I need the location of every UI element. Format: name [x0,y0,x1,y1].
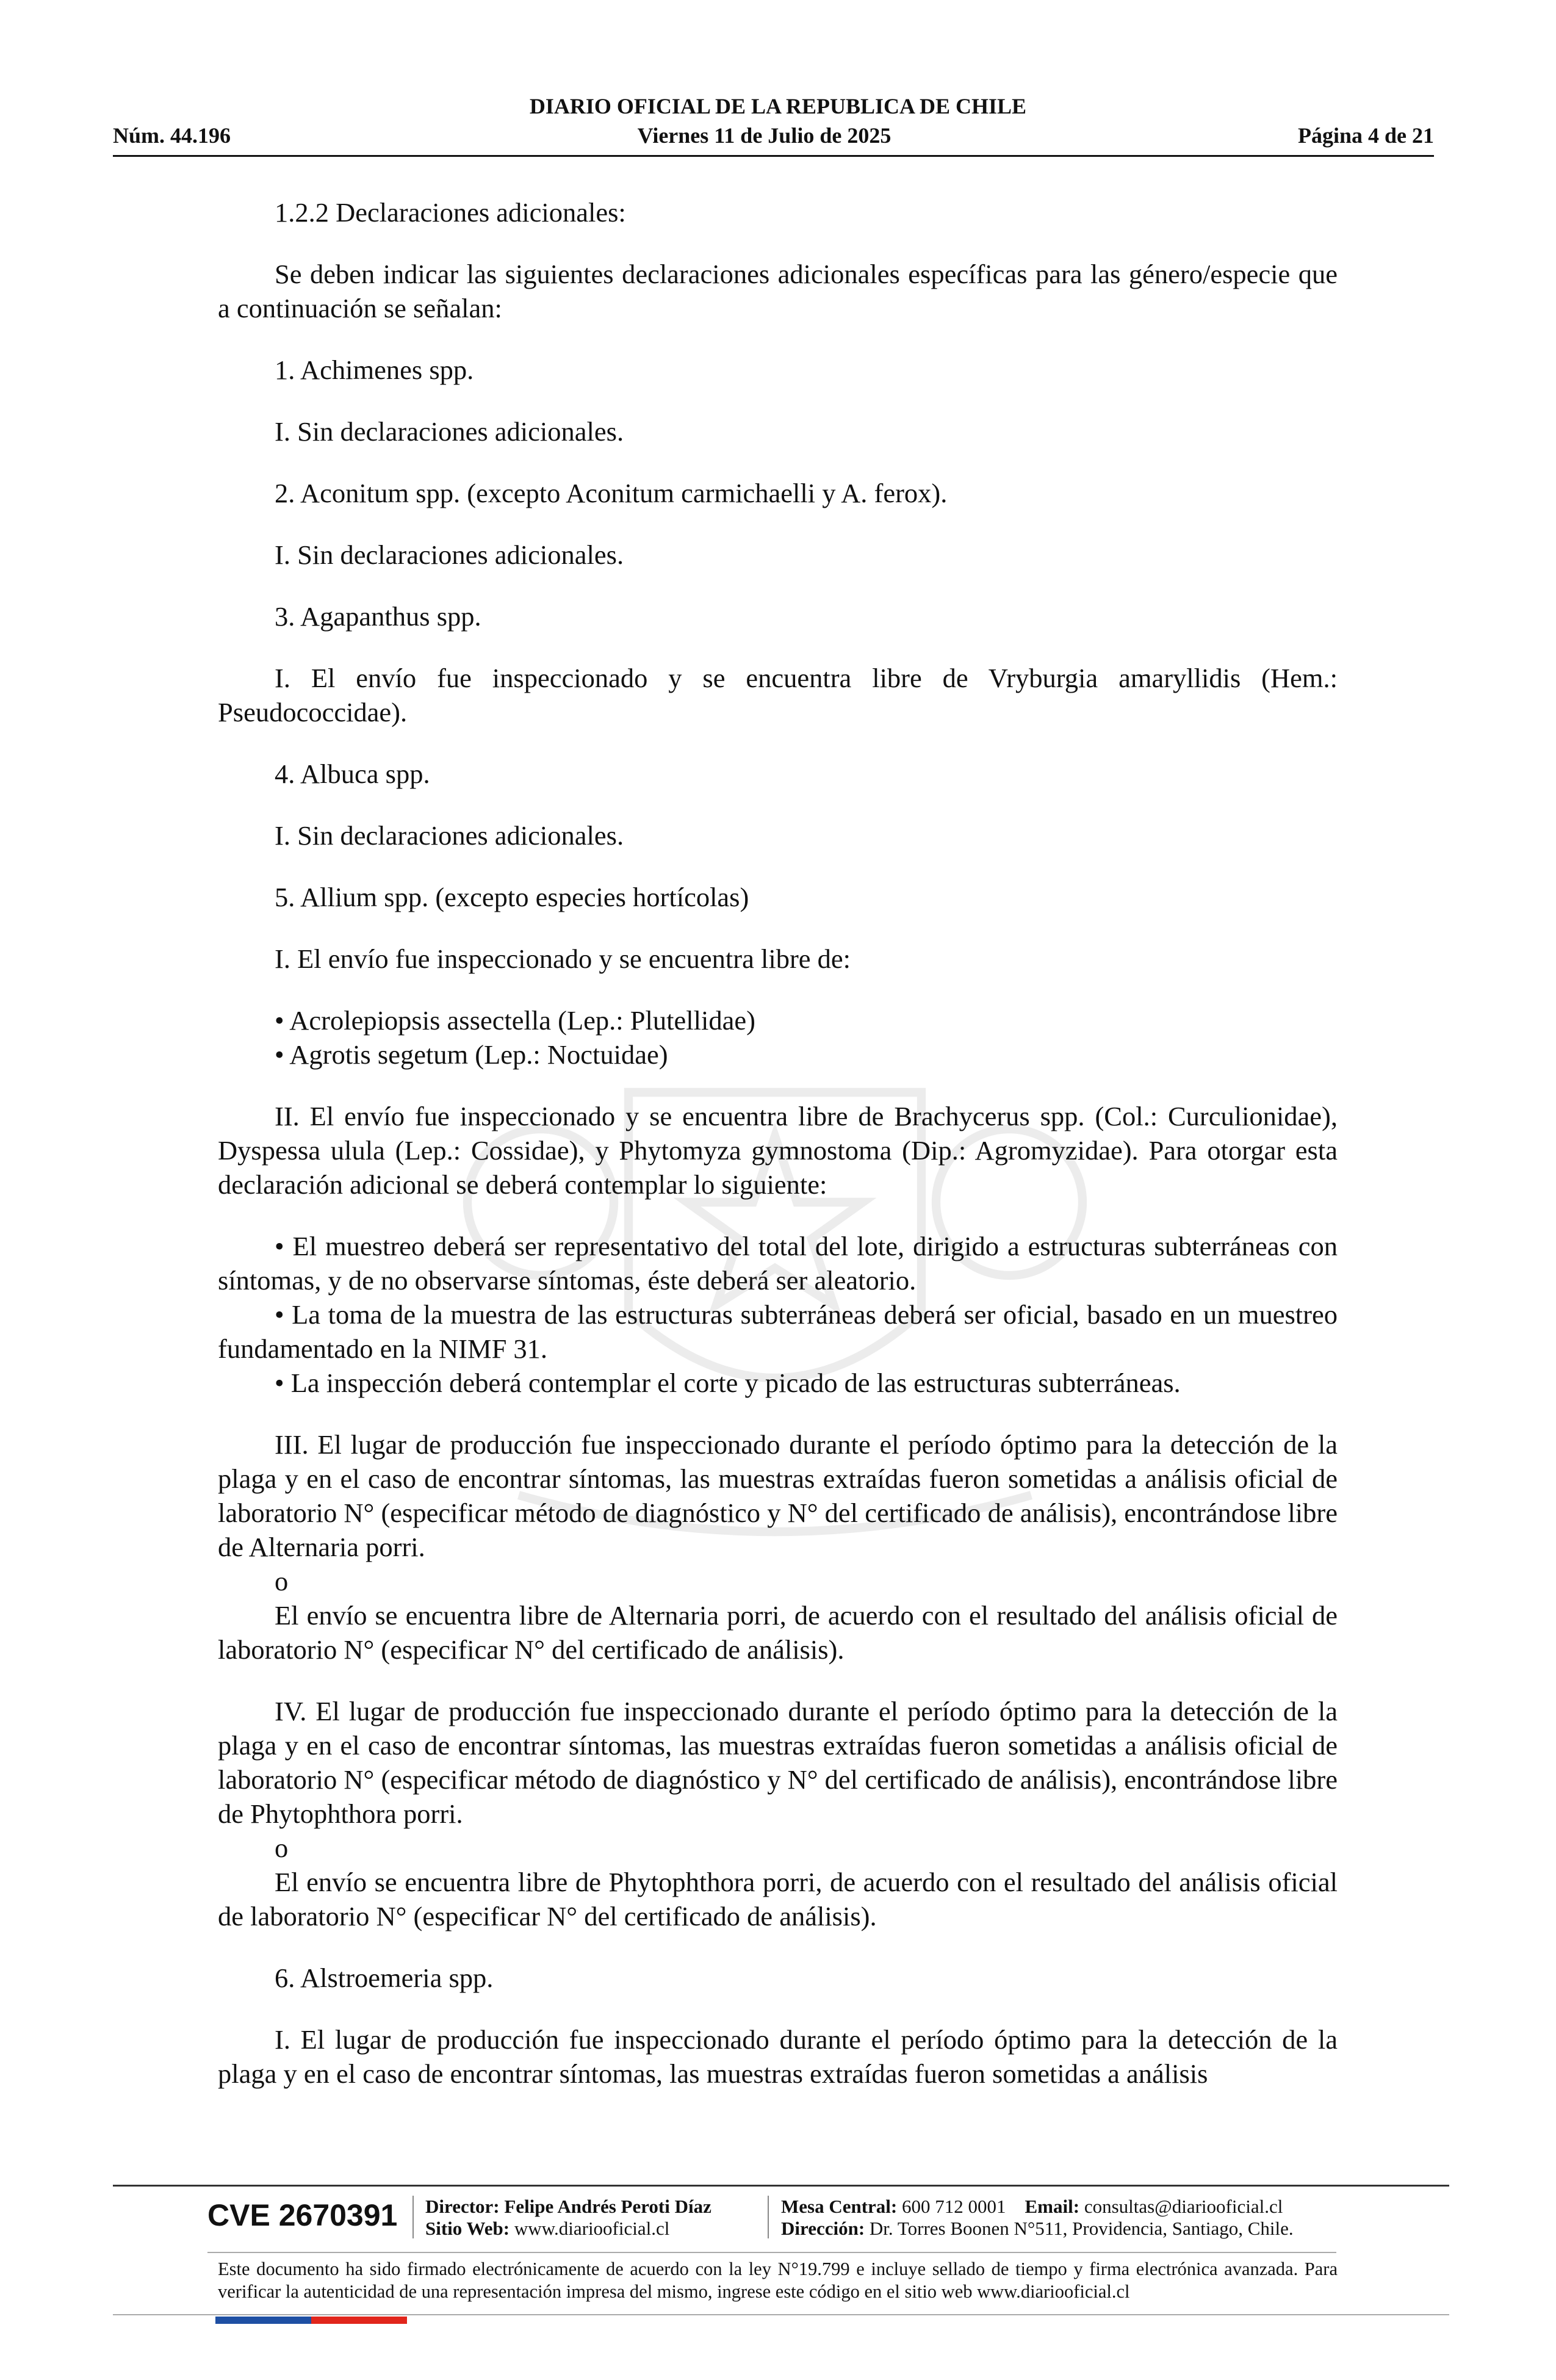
paragraph: • La toma de la muestra de las estructuras subterráneas deberá ser oficial, basado en un muestreo fundamentado en la NIMF 31. [218,1299,1338,1364]
website-line: Sitio Web: www.diariooficial.cl [425,2218,670,2239]
paragraph: I. Sin declaraciones adicionales. [275,820,624,851]
paragraph: • La inspección deberá contemplar el corte y picado de las estructuras subterráneas. [275,1368,1181,1398]
paragraph: 4. Albuca spp. [275,759,430,789]
footer-divider-top [113,2185,1449,2187]
flag-stripe-blue [215,2317,311,2324]
footer-separator [412,2196,414,2238]
page-number: Página 4 de 21 [1297,123,1434,148]
issue-date: Viernes 11 de Julio de 2025 [637,123,891,148]
footer-contact-block [781,2196,1294,2240]
paragraph: I. El lugar de producción fue inspeccionado durante el período óptimo para la detección de la plaga y en el caso de encontrar síntomas, las muestras extraídas fueron sometidas a análisis [218,2024,1338,2089]
paragraph: 3. Agapanthus spp. [275,601,481,632]
header-divider [113,155,1434,157]
gazette-title: DIARIO OFICIAL DE LA REPUBLICA DE CHILE [529,94,1027,118]
paragraph: I. El envío fue inspeccionado y se encuentra libre de: [275,943,851,974]
paragraph: II. El envío fue inspeccionado y se encuentra libre de Brachycerus spp. (Col.: Curculionidae), Dyspessa ulula (Lep.: Cossidae), y Phytomyza gymnostoma (Dip.: Agromyzidae). Para otorgar esta declaración adicional se deberá contemplar lo siguiente: [218,1101,1338,1200]
paragraph: El envío se encuentra libre de Alternaria porri, de acuerdo con el resultado del análisis oficial de laboratorio N° (especificar N° del certificado de análisis). [218,1600,1338,1665]
contact-line: Mesa Central: 600 712 0001 Email: consultas@diariooficial.cl [781,2196,1283,2217]
email-link[interactable]: consultas@diariooficial.cl [1084,2196,1283,2217]
signature-notice: Este documento ha sido firmado electrónicamente de acuerdo con la ley N°19.799 e incluye sellado de tiempo y firma electrónica avanzada. Para verificar la autenticidad de una representación impresa del mismo, ingrese este código en el sitio web www.diariooficial.cl [218,2259,1338,2302]
address: Dr. Torres Boonen N°511, Providencia, Santiago, Chile. [869,2218,1294,2239]
paragraph: 1.2.2 Declaraciones adicionales: [275,197,626,228]
document-body [218,195,1338,2091]
footer-separator [768,2196,769,2238]
paragraph: • Acrolepiopsis assectella (Lep.: Plutellidae) [275,1005,755,1036]
paragraph: o [275,1833,289,1863]
address-line: Dirección: Dr. Torres Boonen N°511, Providencia, Santiago, Chile. [781,2218,1294,2239]
paragraph: 5. Allium spp. (excepto especies hortícolas) [275,882,749,912]
paragraph: Se deben indicar las siguientes declaraciones adicionales específicas para las género/especie que a continuación se señalan: [218,259,1338,323]
cve-code: CVE 2670391 [207,2198,398,2232]
footer-director-block [425,2196,711,2240]
paragraph: 6. Alstroemeria spp. [275,1963,494,1993]
paragraph: I. Sin declaraciones adicionales. [275,539,624,570]
flag-stripe-red [311,2317,407,2324]
director-line: Director: Felipe Andrés Peroti Díaz [425,2196,711,2217]
paragraph: El envío se encuentra libre de Phytophthora porri, de acuerdo con el resultado del análisis oficial de laboratorio N° (especificar N° del certificado de análisis). [218,1867,1338,1931]
issue-number: Núm. 44.196 [113,123,231,148]
paragraph: o [275,1566,289,1596]
paragraph: 1. Achimenes spp. [275,355,474,385]
footer-divider-bottom [113,2314,1449,2315]
footer-divider-middle [207,2252,1336,2253]
paragraph: IV. El lugar de producción fue inspeccionado durante el período óptimo para la detección de la plaga y en el caso de encontrar síntomas, las muestras extraídas fueron sometidas a análisis oficial de laboratorio N° (especificar método de diagnóstico y N° del certificado de análisis), encontrándose libre de Phytophthora porri. [218,1696,1338,1829]
paragraph: III. El lugar de producción fue inspeccionado durante el período óptimo para la detección de la plaga y en el caso de encontrar síntomas, las muestras extraídas fueron sometidas a análisis oficial de laboratorio N° (especificar método de diagnóstico y N° del certificado de análisis), encontrándose libre de Alternaria porri. [218,1429,1338,1562]
paragraph: I. El envío fue inspeccionado y se encuentra libre de Vryburgia amaryllidis (Hem.: Pseudococcidae). [218,663,1338,727]
paragraph: 2. Aconitum spp. (excepto Aconitum carmichaelli y A. ferox). [275,478,948,508]
paragraph: • Agrotis segetum (Lep.: Noctuidae) [275,1039,668,1070]
director-name: Felipe Andrés Peroti Díaz [504,2196,711,2217]
paragraph: I. Sin declaraciones adicionales. [275,416,624,447]
header-row [113,122,1434,149]
paragraph: • El muestreo deberá ser representativo del total del lote, dirigido a estructuras subterráneas con síntomas, y de no observarse síntomas, éste deberá ser aleatorio. [218,1231,1338,1296]
phone-number: 600 712 0001 [902,2196,1006,2217]
website-link[interactable]: www.diariooficial.cl [514,2218,670,2239]
